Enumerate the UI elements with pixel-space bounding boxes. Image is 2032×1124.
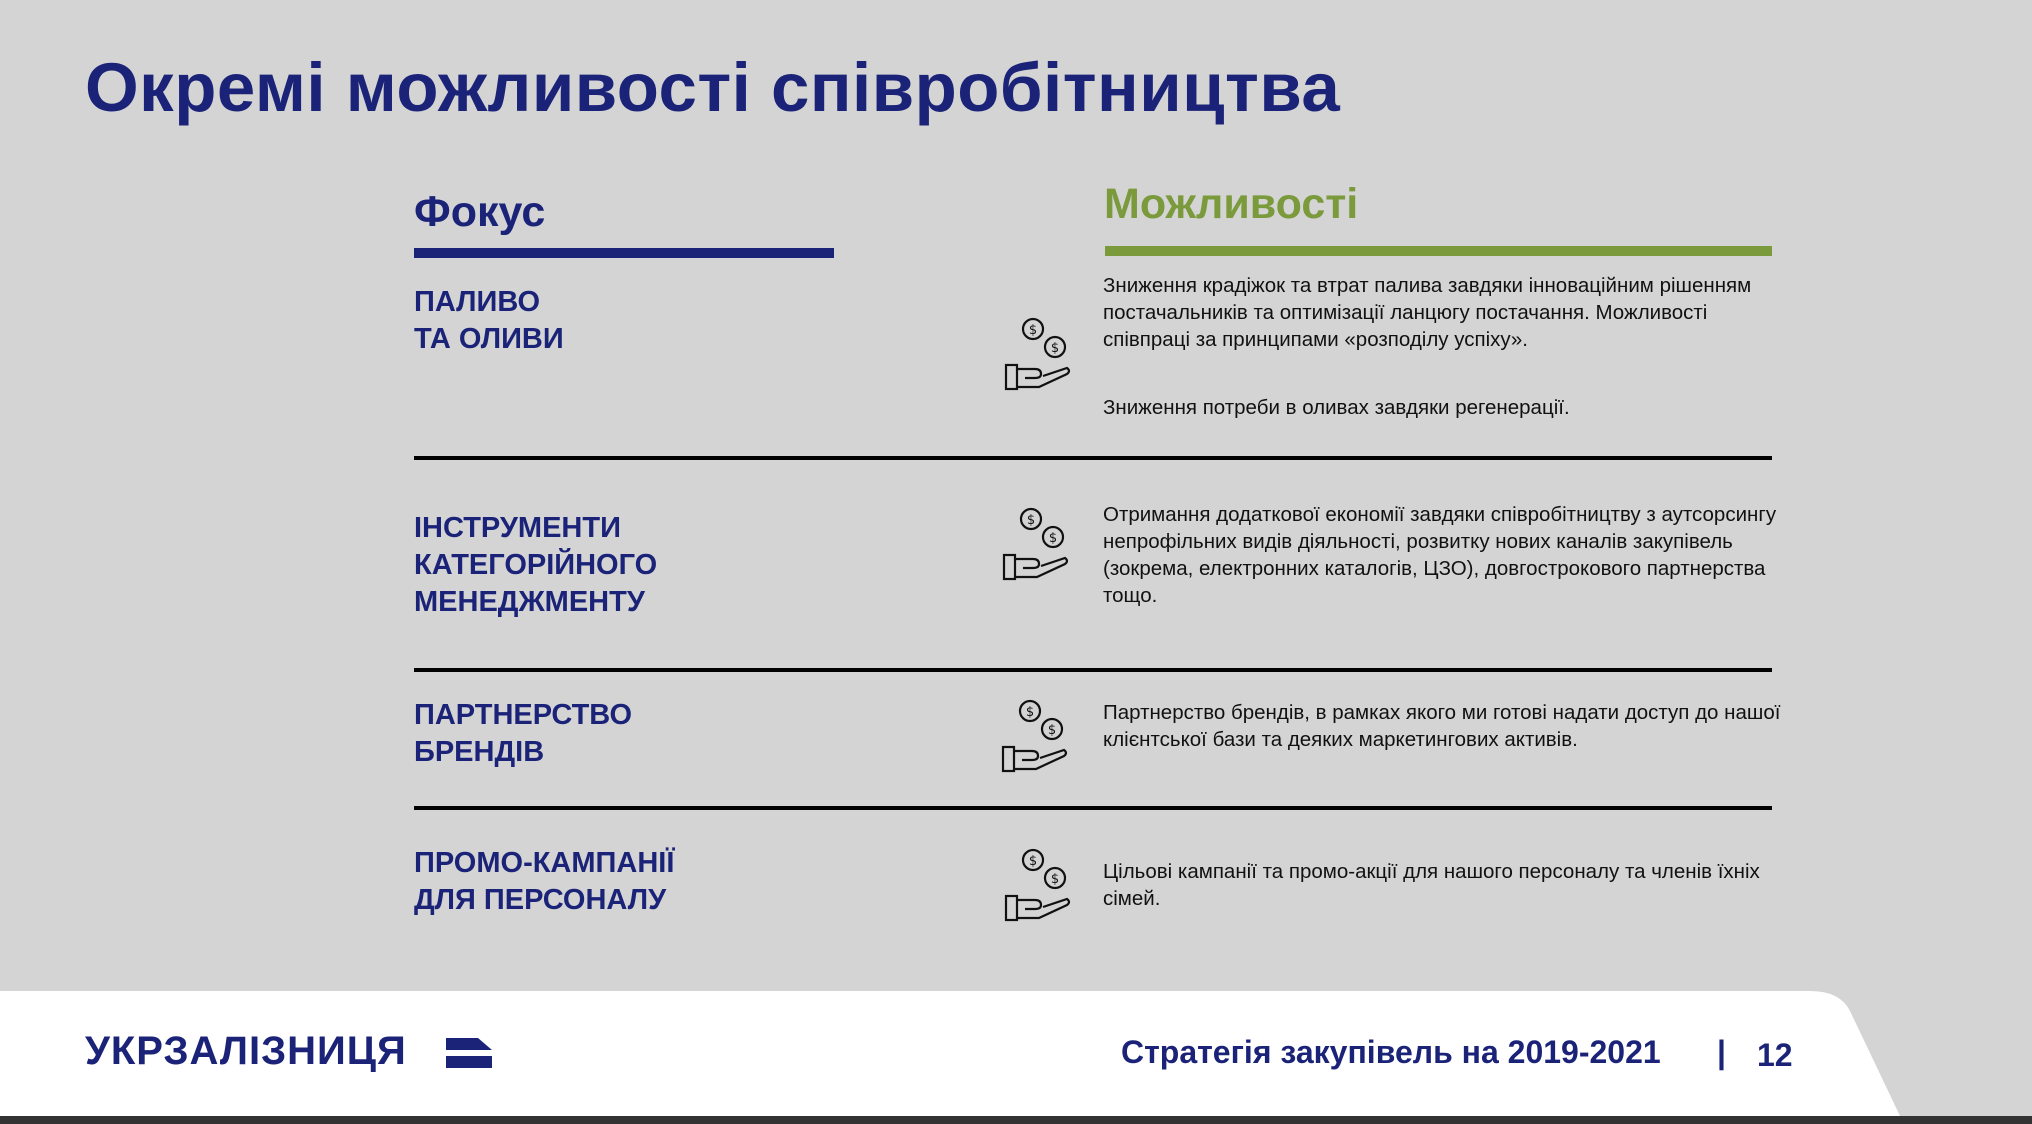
row-divider xyxy=(414,668,1772,672)
svg-text:$: $ xyxy=(1050,341,1060,356)
company-logo-text: УКРЗАЛІЗНИЦЯ xyxy=(85,1029,407,1073)
opportunity-paragraph: Отримання додаткової економії завдяки співробітництву з аутсорсингу непрофільних видів діяльності, розвитку нових каналів закупівель (зокрема, електронних каталогів, ЦЗО), довгострокового партнерства тощо. xyxy=(1103,503,1777,607)
svg-text:$: $ xyxy=(1025,705,1035,720)
svg-text:$: $ xyxy=(1048,531,1058,546)
opportunity-paragraph: Цільові кампанії та промо-акції для нашого персоналу та членів їхніх сімей. xyxy=(1103,860,1760,910)
opportunities-text-promo-campaigns xyxy=(1103,858,1783,912)
footer-strategy-title: Стратегія закупівель на 2019-2021 xyxy=(1121,1034,1661,1070)
bottom-strip xyxy=(0,1116,2032,1124)
row-divider xyxy=(414,456,1772,460)
money-hand-icon xyxy=(1003,846,1073,922)
svg-text:$: $ xyxy=(1050,872,1060,887)
opportunities-text-brand-partnership xyxy=(1103,699,1783,753)
svg-text:$: $ xyxy=(1026,513,1036,528)
opportunity-paragraph: Партнерство брендів, в рамках якого ми готові надати доступ до нашої клієнтської бази та деяких маркетингових активів. xyxy=(1103,701,1781,751)
focus-column-header: Фокус xyxy=(414,188,546,236)
focus-label-promo-campaigns: ПРОМО-КАМПАНІЇ ДЛЯ ПЕРСОНАЛУ xyxy=(414,847,675,916)
opportunities-text-category-management xyxy=(1103,501,1783,609)
money-hand-icon xyxy=(1001,505,1071,581)
opportunity-paragraph: Зниження крадіжок та втрат палива завдяки інноваційним рішенням постачальників та оптимізації ланцюгу постачання. Можливості співпраці за принципами «розподілу успіху». xyxy=(1103,274,1752,351)
focus-label-fuel: ПАЛИВО ТА ОЛИВИ xyxy=(414,286,564,355)
money-hand-icon xyxy=(1003,315,1073,391)
svg-text:$: $ xyxy=(1047,723,1057,738)
row-divider xyxy=(414,806,1772,810)
svg-text:$: $ xyxy=(1028,854,1038,869)
focus-label-category-management: ІНСТРУМЕНТИ КАТЕГОРІЙНОГО МЕНЕДЖМЕНТУ xyxy=(414,512,658,618)
slide-title: Окремі можливості співробітництва xyxy=(85,49,1341,126)
opportunities-header-underline xyxy=(1105,246,1772,256)
opportunities-column-header: Можливості xyxy=(1104,180,1359,228)
opportunity-paragraph: Зниження потреби в оливах завдяки регенерації. xyxy=(1103,396,1570,419)
page-number: 12 xyxy=(1757,1037,1793,1073)
footer-separator: | xyxy=(1717,1034,1726,1070)
opportunities-text-fuel xyxy=(1103,272,1783,421)
company-logo-mark xyxy=(444,1038,494,1070)
focus-header-underline xyxy=(414,248,834,258)
money-hand-icon xyxy=(1000,697,1070,773)
focus-label-brand-partnership: ПАРТНЕРСТВО БРЕНДІВ xyxy=(414,699,633,768)
svg-text:$: $ xyxy=(1028,323,1038,338)
